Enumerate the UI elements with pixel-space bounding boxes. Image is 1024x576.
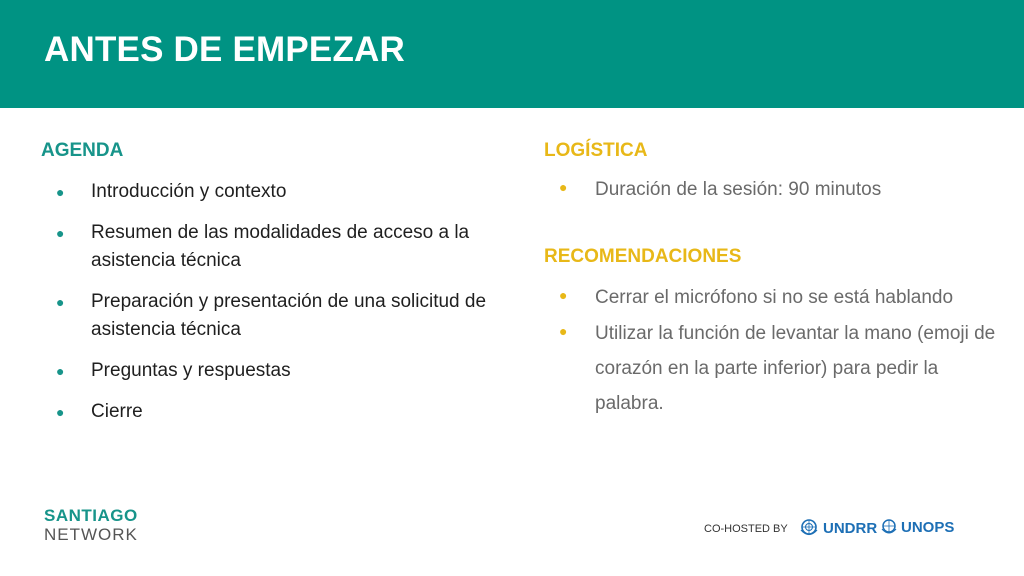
brand-line1: SANTIAGO — [44, 506, 138, 525]
bullet-icon: ● — [559, 287, 568, 303]
recomendaciones-title: RECOMENDACIONES — [544, 246, 742, 267]
bullet-icon: ● — [559, 323, 568, 339]
brand-line2: NETWORK — [44, 525, 138, 544]
header-banner — [0, 0, 1024, 108]
list-item — [559, 316, 999, 421]
list-item — [56, 219, 506, 275]
santiago-network-logo — [44, 506, 138, 544]
recomendacion-item-text: Utilizar la función de levantar la mano (emoji de corazón en la parte inferior) para pedir la palabra. — [595, 323, 996, 414]
bullet-icon: ● — [559, 179, 568, 195]
agenda-item-text: Resumen de las modalidades de acceso a la asistencia técnica — [91, 222, 470, 271]
logistica-list — [559, 172, 999, 207]
bullet-icon: ● — [56, 363, 65, 379]
logistica-item-text: Duración de la sesión: 90 minutos — [595, 179, 882, 200]
cohosted-label: CO-HOSTED BY — [704, 523, 788, 535]
unops-logo — [880, 518, 954, 536]
bullet-icon: ● — [56, 225, 65, 241]
list-item — [56, 178, 506, 206]
list-item — [56, 398, 506, 426]
agenda-item-text: Preguntas y respuestas — [91, 360, 291, 381]
unops-text: UNOPS — [901, 518, 955, 536]
agenda-list — [56, 178, 506, 439]
page-title: ANTES DE EMPEZAR — [44, 30, 406, 69]
agenda-item-text: Introducción y contexto — [91, 181, 287, 202]
bullet-icon: ● — [56, 294, 65, 310]
undrr-logo — [798, 518, 877, 538]
list-item — [559, 280, 999, 315]
un-emblem-icon — [798, 518, 820, 538]
bullet-icon: ● — [56, 404, 65, 420]
list-item — [559, 172, 999, 207]
bullet-icon: ● — [56, 184, 65, 200]
list-item — [56, 288, 506, 344]
agenda-item-text: Cierre — [91, 401, 143, 422]
list-item — [56, 357, 506, 385]
undrr-text: UNDRR — [823, 519, 878, 537]
recomendaciones-list — [559, 280, 999, 422]
logistica-title: LOGÍSTICA — [544, 140, 648, 161]
un-emblem-icon — [880, 518, 898, 536]
agenda-title: AGENDA — [41, 140, 124, 161]
recomendacion-item-text: Cerrar el micrófono si no se está hablando — [595, 287, 954, 308]
agenda-item-text: Preparación y presentación de una solicitud de asistencia técnica — [91, 291, 487, 340]
